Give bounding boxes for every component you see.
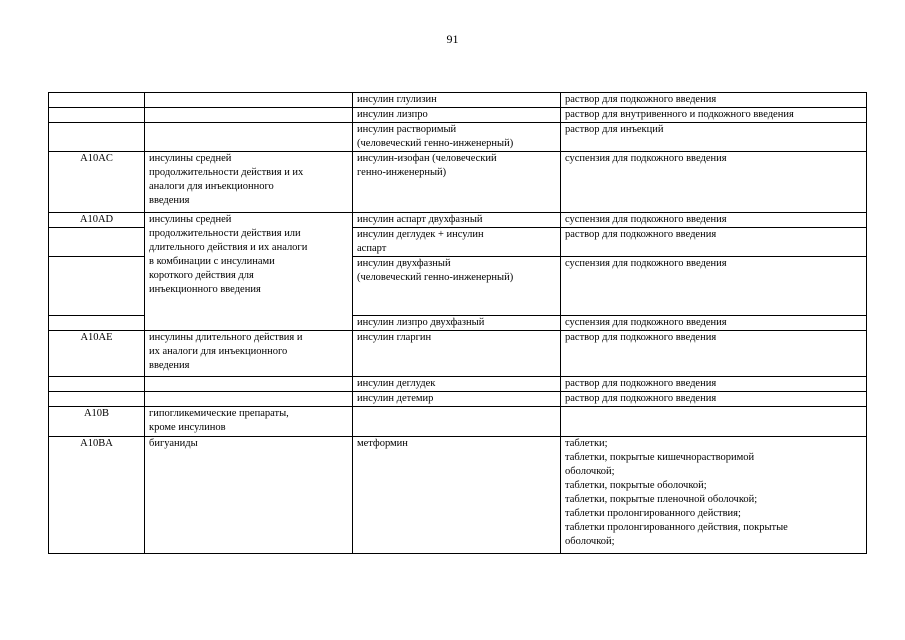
table-row — [49, 377, 867, 392]
form-cell: раствор для подкожного введения — [561, 377, 867, 392]
atc-code-cell — [49, 377, 145, 392]
drug-table — [48, 92, 867, 554]
table-row — [49, 331, 867, 377]
form-cell: раствор для подкожного введения — [561, 228, 867, 257]
form-cell: суспензия для подкожного введения — [561, 316, 867, 331]
drug-cell: инсулин лизпро двухфазный — [353, 316, 561, 331]
table-row — [49, 437, 867, 554]
group-cell — [145, 108, 353, 123]
table-row — [49, 152, 867, 213]
form-cell: суспензия для подкожного введения — [561, 257, 867, 316]
page-number: 91 — [446, 32, 459, 46]
table-row — [49, 123, 867, 152]
table-row — [49, 407, 867, 437]
table-row — [49, 108, 867, 123]
drug-cell: метформин — [353, 437, 561, 554]
form-cell — [561, 407, 867, 437]
group-cell: инсулины средней продолжительности действия или длительного действия и их аналоги в комбинации с инсулинами короткого действия для инъекционного введения — [145, 213, 353, 316]
group-cell — [145, 93, 353, 108]
form-cell: суспензия для подкожного введения — [561, 213, 867, 228]
drug-cell — [353, 407, 561, 437]
table-row — [49, 316, 867, 331]
atc-code-cell — [49, 316, 145, 331]
atc-code-cell — [49, 392, 145, 407]
form-cell: раствор для подкожного введения — [561, 331, 867, 377]
atc-code-cell — [49, 257, 145, 316]
drug-cell: инсулин аспарт двухфазный — [353, 213, 561, 228]
atc-code-cell — [49, 108, 145, 123]
atc-code-cell: A10B — [49, 407, 145, 437]
drug-cell: инсулин деглудек — [353, 377, 561, 392]
form-cell: раствор для подкожного введения — [561, 392, 867, 407]
form-cell: суспензия для подкожного введения — [561, 152, 867, 213]
group-cell — [145, 377, 353, 392]
form-cell: раствор для подкожного введения — [561, 93, 867, 108]
atc-code-cell: A10AD — [49, 213, 145, 228]
atc-code-cell: A10AE — [49, 331, 145, 377]
drug-cell: инсулин лизпро — [353, 108, 561, 123]
form-cell: таблетки; таблетки, покрытые кишечнорастворимой оболочкой; таблетки, покрытые оболочкой; таблетки, покрытые пленочной оболочкой; таблетки пролонгированного действия; таблетки пролонгированного действия, покрытые оболочкой; — [561, 437, 867, 554]
drug-cell: инсулин растворимый (человеческий генно-инженерный) — [353, 123, 561, 152]
atc-code-cell: A10BA — [49, 437, 145, 554]
group-cell — [145, 316, 353, 331]
drug-cell: инсулин детемир — [353, 392, 561, 407]
group-cell — [145, 392, 353, 407]
drug-cell: инсулин-изофан (человеческий генно-инженерный) — [353, 152, 561, 213]
drug-cell: инсулин двухфазный (человеческий генно-инженерный) — [353, 257, 561, 316]
table-row — [49, 392, 867, 407]
atc-code-cell — [49, 93, 145, 108]
group-cell: инсулины средней продолжительности действия и их аналоги для инъекционного введения — [145, 152, 353, 213]
form-cell: раствор для внутривенного и подкожного введения — [561, 108, 867, 123]
group-cell: гипогликемические препараты, кроме инсулинов — [145, 407, 353, 437]
atc-code-cell: A10AC — [49, 152, 145, 213]
drug-cell: инсулин глулизин — [353, 93, 561, 108]
atc-code-cell — [49, 123, 145, 152]
form-cell: раствор для инъекций — [561, 123, 867, 152]
group-cell: бигуаниды — [145, 437, 353, 554]
group-cell — [145, 123, 353, 152]
drug-cell: инсулин гларгин — [353, 331, 561, 377]
table-row — [49, 93, 867, 108]
atc-code-cell — [49, 228, 145, 257]
table-row — [49, 213, 867, 228]
drug-cell: инсулин деглудек + инсулин аспарт — [353, 228, 561, 257]
group-cell: инсулины длительного действия и их аналоги для инъекционного введения — [145, 331, 353, 377]
